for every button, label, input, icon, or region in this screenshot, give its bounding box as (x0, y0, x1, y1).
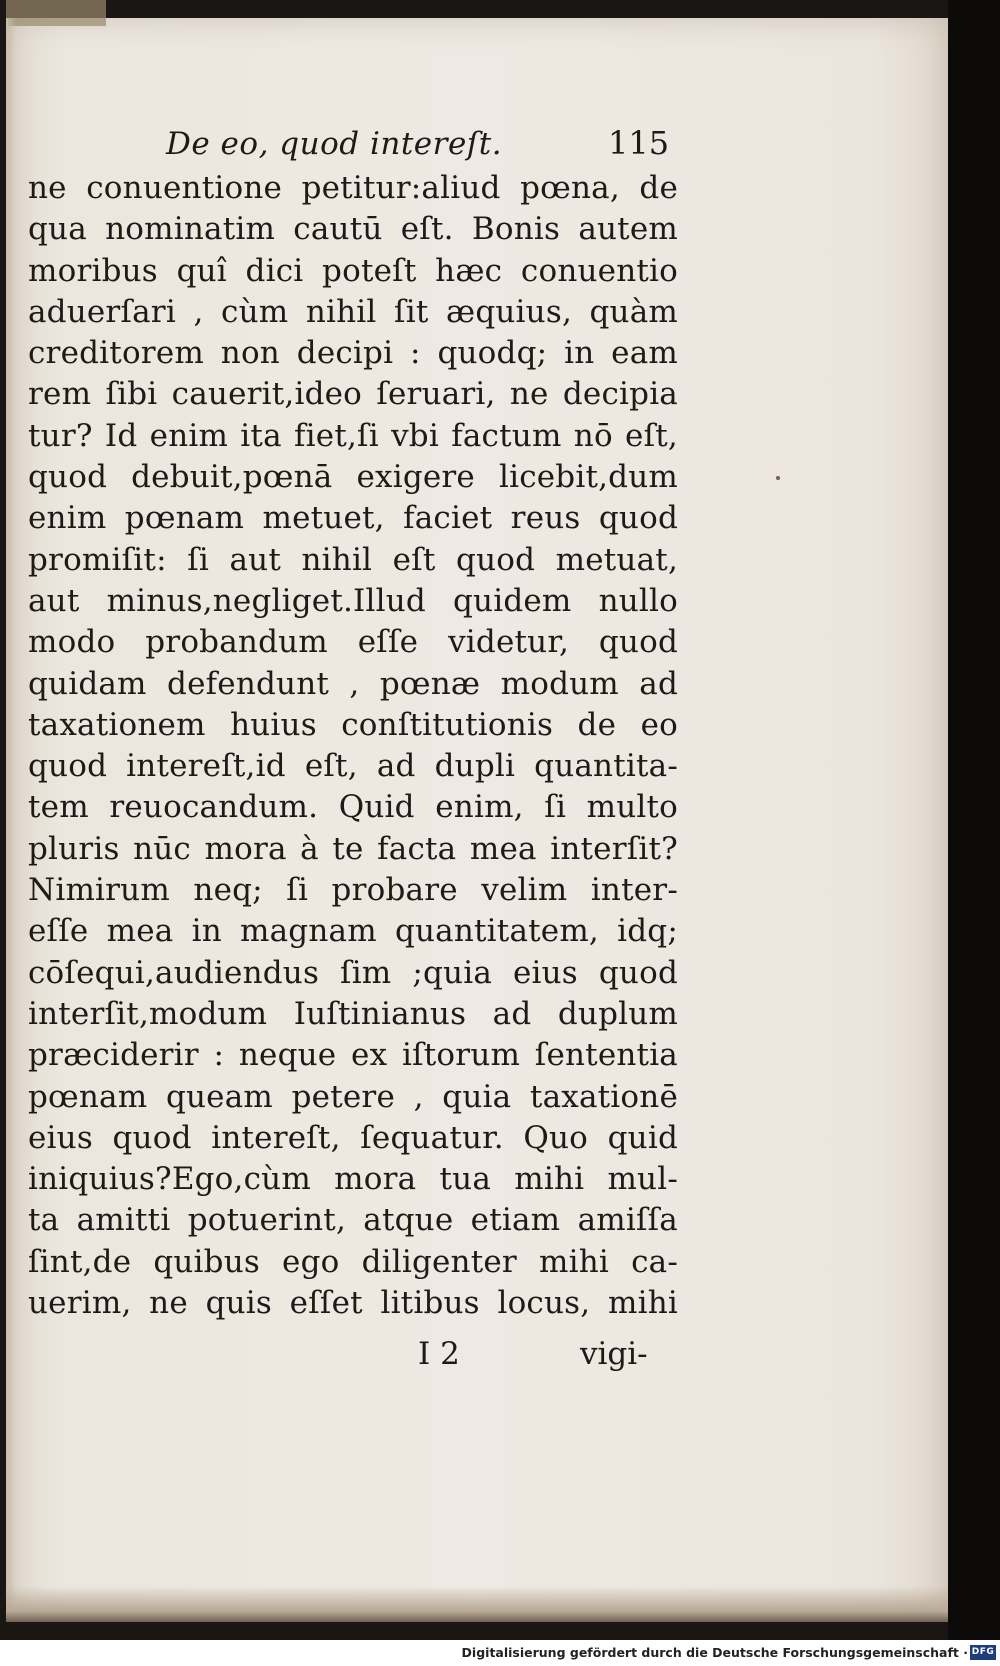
dfg-logo: DFG (970, 1645, 996, 1660)
digitization-footer (0, 1640, 1000, 1666)
funding-notice: Digitalisierung gefördert durch die Deutsche Forschungsgemeinschaft · (461, 1645, 968, 1660)
text-line: eſſe mea in magnam quantitatem, idq; (28, 913, 678, 950)
text-line: qua nominatim cautū eſt. Bonis autem (28, 211, 678, 248)
text-line: Nimirum neq; ſi probare velim inter- (28, 872, 678, 909)
text-line: pœnam queam petere , quia taxationē (28, 1078, 678, 1115)
ink-speck (776, 476, 780, 480)
text-line: eius quod intereſt, ſequatur. Quo quid (28, 1119, 678, 1156)
scan-background (948, 0, 1000, 1640)
signature-mark: I 2 (418, 1336, 460, 1372)
text-line: promiſit: ſi aut nihil eſt quod metuat, (28, 541, 678, 578)
book-page (6, 18, 948, 1622)
text-line: modo probandum eſſe videtur, quod (28, 624, 678, 661)
text-line: quod intereſt,id eſt, ad dupli quantita- (28, 748, 678, 785)
page-stain (6, 0, 106, 26)
running-head (166, 124, 670, 168)
text-line: creditorem non decipi : quodq; in eam (28, 335, 678, 372)
signature-line (418, 1336, 668, 1376)
text-line: quidam defendunt , pœnæ modum ad (28, 665, 678, 702)
text-line: cōſequi,audiendus ſim ;quia eius quod (28, 954, 678, 991)
text-line: ta amitti potuerint, atque etiam amiſſa (28, 1202, 678, 1239)
running-head-title: De eo, quod intereſt. (166, 126, 503, 162)
text-line: pluris nūc mora à te facta mea interſit? (28, 830, 678, 867)
text-line: uerim, ne quis eſſet litibus locus, mihi (28, 1285, 678, 1322)
text-line: rem ſibi cauerit,ideo ſeruari, ne decipia (28, 376, 678, 413)
text-line: aduerſari , cùm nihil ſit æquius, quàm (28, 293, 678, 330)
text-line: ſint,de quibus ego diligenter mihi ca- (28, 1243, 678, 1280)
text-line: aut minus,negliget.Illud quidem nullo (28, 582, 678, 619)
text-line: moribus quî dici poteſt hæc conuentio (28, 252, 678, 289)
text-line: interſit,modum Iuſtinianus ad duplum (28, 995, 678, 1032)
body-text (28, 168, 678, 1324)
text-line: taxationem huius conſtitutionis de eo (28, 706, 678, 743)
text-line: præciderir : neque ex iſtorum ſententia (28, 1037, 678, 1074)
text-line: iniquius?Ego,cùm mora tua mihi mul- (28, 1161, 678, 1198)
text-line: enim pœnam metuet, faciet reus quod (28, 500, 678, 537)
catchword: vigi- (580, 1336, 648, 1372)
page-bottom-edge (6, 1586, 948, 1622)
text-line: ne conuentione petitur:aliud pœna, de (28, 170, 678, 206)
text-line: tur? Id enim ita fiet,ſi vbi factum nō eſt, (28, 417, 678, 454)
page-gutter-shadow (6, 18, 16, 1622)
text-line: quod debuit,pœnā exigere licebit,dum (28, 459, 678, 496)
text-line: tem reuocandum. Quid enim, ſi multo (28, 789, 678, 826)
page-number: 115 (608, 124, 670, 162)
